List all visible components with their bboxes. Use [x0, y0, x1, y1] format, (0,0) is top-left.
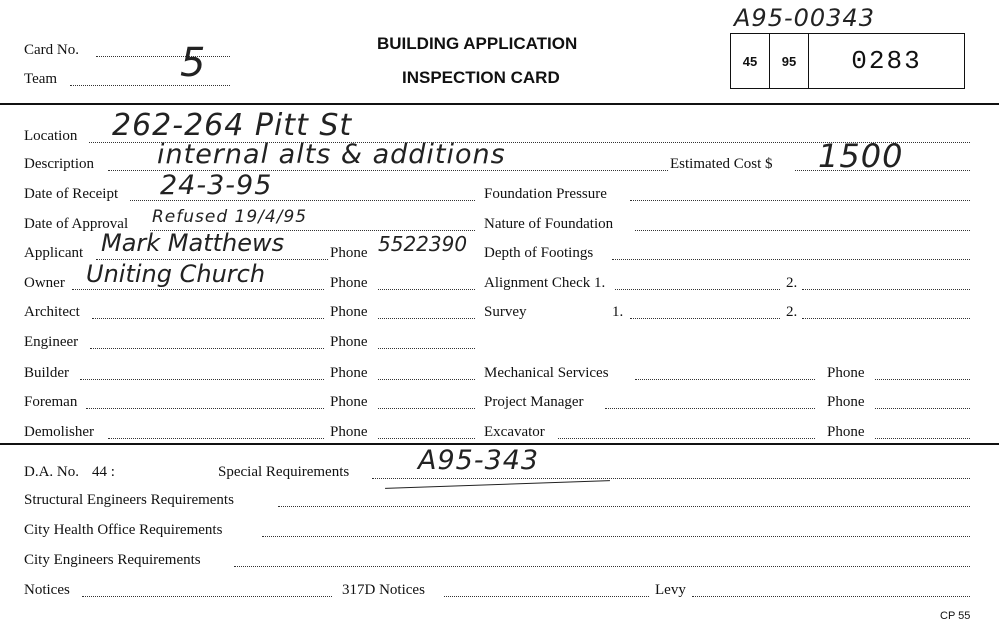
- city-health-label: City Health Office Requirements: [24, 522, 223, 538]
- owner-value: Uniting Church: [86, 260, 266, 288]
- excavator-dots: [558, 438, 815, 439]
- levy-label: Levy: [655, 582, 686, 598]
- excavator-label: Excavator: [484, 424, 545, 440]
- box-cell-2: 95: [770, 34, 809, 88]
- depth-of-footings-dots: [612, 259, 970, 260]
- engineer-phone-dots: [378, 348, 475, 349]
- survey-2-dots: [802, 318, 970, 319]
- demolisher-dots: [108, 438, 324, 439]
- card-number-box: [730, 33, 965, 89]
- special-requirements-dots: [372, 478, 970, 479]
- applicant-phone-label: Phone: [330, 245, 368, 261]
- demolisher-phone-dots: [378, 438, 475, 439]
- survey-label: Survey: [484, 304, 527, 320]
- demolisher-label: Demolisher: [24, 424, 94, 440]
- owner-phone-dots: [378, 289, 475, 290]
- notices-317d-label: 317D Notices: [342, 582, 425, 598]
- form-code: CP 55: [940, 610, 971, 622]
- architect-dots: [92, 318, 324, 319]
- description-value: internal alts & additions: [157, 139, 506, 170]
- special-requirements-underline: [385, 480, 610, 489]
- survey-1-label: 1.: [612, 304, 624, 320]
- special-requirements-value: A95-343: [418, 445, 540, 476]
- city-engineers-label: City Engineers Requirements: [24, 552, 201, 568]
- date-of-receipt-value: 24-3-95: [160, 170, 273, 201]
- mechanical-phone-dots: [875, 379, 970, 380]
- structural-requirements-label: Structural Engineers Requirements: [24, 492, 234, 508]
- foreman-phone-label: Phone: [330, 394, 368, 410]
- architect-label: Architect: [24, 304, 80, 320]
- builder-dots: [80, 379, 324, 380]
- alignment-check-2-dots: [802, 289, 970, 290]
- project-manager-label: Project Manager: [484, 394, 584, 410]
- notices-317d-dots: [444, 596, 649, 597]
- builder-label: Builder: [24, 365, 69, 381]
- form-subtitle: INSPECTION CARD: [402, 68, 560, 87]
- applicant-phone-value: 5522390: [378, 232, 468, 256]
- applicant-value: Mark Matthews: [101, 229, 285, 257]
- da-no-label: D.A. No.: [24, 464, 79, 480]
- survey-1-dots: [630, 318, 780, 319]
- builder-phone-dots: [378, 379, 475, 380]
- team-label: Team: [24, 71, 58, 87]
- architect-phone-dots: [378, 318, 475, 319]
- engineer-label: Engineer: [24, 334, 79, 350]
- excavator-phone-label: Phone: [827, 424, 865, 440]
- city-health-dots: [262, 536, 970, 537]
- city-engineers-dots: [234, 566, 970, 567]
- card-no-dots: [96, 56, 230, 57]
- card-no-label: Card No.: [24, 42, 79, 58]
- location-label: Location: [24, 128, 78, 144]
- mechanical-services-label: Mechanical Services: [484, 365, 609, 381]
- team-value: 5: [180, 40, 207, 86]
- excavator-phone-dots: [875, 438, 970, 439]
- alignment-check-1-dots: [615, 289, 780, 290]
- levy-dots: [692, 596, 970, 597]
- structural-requirements-dots: [278, 506, 970, 507]
- alignment-check-label: Alignment Check 1.: [484, 275, 606, 291]
- card-number: 0283: [851, 46, 922, 76]
- form-title: BUILDING APPLICATION: [377, 34, 578, 53]
- nature-of-foundation-dots: [635, 230, 970, 231]
- owner-label: Owner: [24, 275, 65, 291]
- foundation-pressure-label: Foundation Pressure: [484, 186, 607, 202]
- mechanical-services-dots: [635, 379, 815, 380]
- project-manager-phone-label: Phone: [827, 394, 865, 410]
- foundation-pressure-dots: [630, 200, 970, 201]
- owner-phone-label: Phone: [330, 275, 368, 291]
- alignment-check-2-label: 2.: [786, 275, 798, 291]
- foreman-dots: [86, 408, 324, 409]
- architect-phone-label: Phone: [330, 304, 368, 320]
- location-value: 262-264 Pitt St: [112, 108, 353, 143]
- project-manager-dots: [605, 408, 815, 409]
- engineer-dots: [90, 348, 324, 349]
- da-no-value: 44 :: [92, 464, 115, 480]
- date-of-approval-label: Date of Approval: [24, 216, 129, 232]
- builder-phone-label: Phone: [330, 365, 368, 381]
- file-reference: A95-00343: [734, 4, 875, 32]
- notices-label: Notices: [24, 582, 70, 598]
- foreman-label: Foreman: [24, 394, 78, 410]
- estimated-cost-label: Estimated Cost $: [670, 156, 773, 172]
- box-cell-1: 45: [731, 34, 770, 88]
- applicant-label: Applicant: [24, 245, 84, 261]
- date-of-approval-value: Refused 19/4/95: [152, 207, 308, 227]
- foreman-phone-dots: [378, 408, 475, 409]
- demolisher-phone-label: Phone: [330, 424, 368, 440]
- header-rule: [0, 103, 999, 105]
- survey-2-label: 2.: [786, 304, 798, 320]
- special-requirements-label: Special Requirements: [218, 464, 350, 480]
- mechanical-phone-label: Phone: [827, 365, 865, 381]
- project-manager-phone-dots: [875, 408, 970, 409]
- depth-of-footings-label: Depth of Footings: [484, 245, 594, 261]
- owner-dots: [72, 289, 324, 290]
- date-of-receipt-label: Date of Receipt: [24, 186, 119, 202]
- description-label: Description: [24, 156, 94, 172]
- notices-dots: [82, 596, 332, 597]
- estimated-cost-value: 1500: [818, 137, 904, 175]
- engineer-phone-label: Phone: [330, 334, 368, 350]
- nature-of-foundation-label: Nature of Foundation: [484, 216, 614, 232]
